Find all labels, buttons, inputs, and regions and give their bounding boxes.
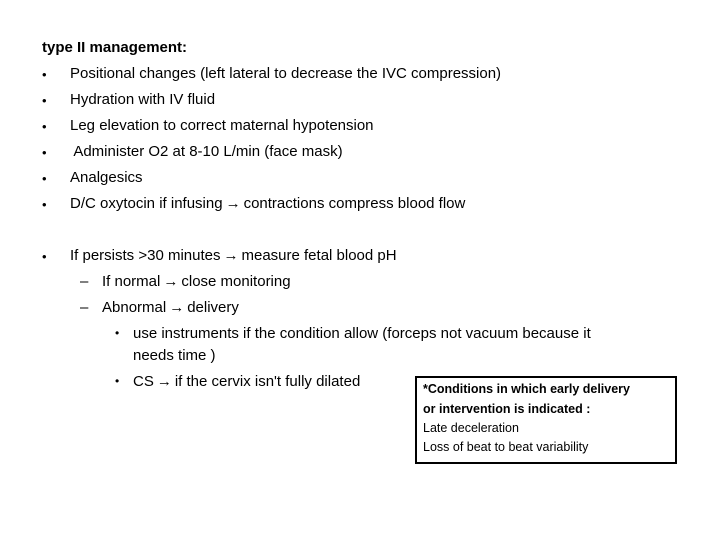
dash-icon: – — [80, 299, 89, 316]
arrow-right-icon: → — [223, 247, 239, 264]
subsub-instruments-line2: needs time ) — [133, 347, 216, 364]
arrow-right-icon: → — [156, 373, 172, 390]
bullet-icon: • — [42, 249, 47, 264]
conditions-note-box — [415, 376, 677, 464]
bullet-icon: • — [42, 197, 47, 212]
subsub-cs: CS → if the cervix isn't fully dilated — [133, 373, 361, 390]
bullet-icon: • — [42, 145, 47, 160]
arrow-right-icon: → — [225, 195, 241, 212]
subsub-instruments-line1: use instruments if the condition allow (forceps not vacuum because it — [133, 325, 591, 342]
note-line-3: Late deceleration — [423, 421, 519, 435]
bullet-icon: • — [42, 171, 47, 186]
sub-abnormal: Abnormal → delivery — [102, 299, 239, 316]
bullet-icon: • — [115, 374, 120, 388]
arrow-right-icon: → — [163, 273, 179, 290]
bullet-leg-elevation: Leg elevation to correct maternal hypotension — [70, 117, 374, 134]
bullet-icon: • — [115, 326, 120, 340]
note-line-1: *Conditions in which early delivery — [423, 382, 630, 396]
bullet-icon: • — [42, 67, 47, 82]
note-line-2: or intervention is indicated : — [423, 402, 591, 416]
bullet-hydration: Hydration with IV fluid — [70, 91, 216, 108]
arrow-right-icon: → — [169, 299, 185, 316]
bullet-icon: • — [42, 93, 47, 108]
bullet-icon: • — [42, 119, 47, 134]
bullet-oxygen: Administer O2 at 8-10 L/min (face mask) — [70, 143, 343, 160]
note-line-4: Loss of beat to beat variability — [423, 440, 589, 454]
dash-icon: – — [80, 273, 89, 290]
bullet-positional: Positional changes (left lateral to decrease the IVC compression) — [70, 65, 502, 82]
slide-title: type II management: — [42, 39, 188, 56]
sub-normal: If normal → close monitoring — [102, 273, 291, 290]
bullet-persists: If persists >30 minutes → measure fetal blood pH — [70, 247, 397, 264]
bullet-oxytocin: D/C oxytocin if infusing → contractions compress blood flow — [70, 195, 466, 212]
bullet-analgesics: Analgesics — [70, 169, 143, 186]
